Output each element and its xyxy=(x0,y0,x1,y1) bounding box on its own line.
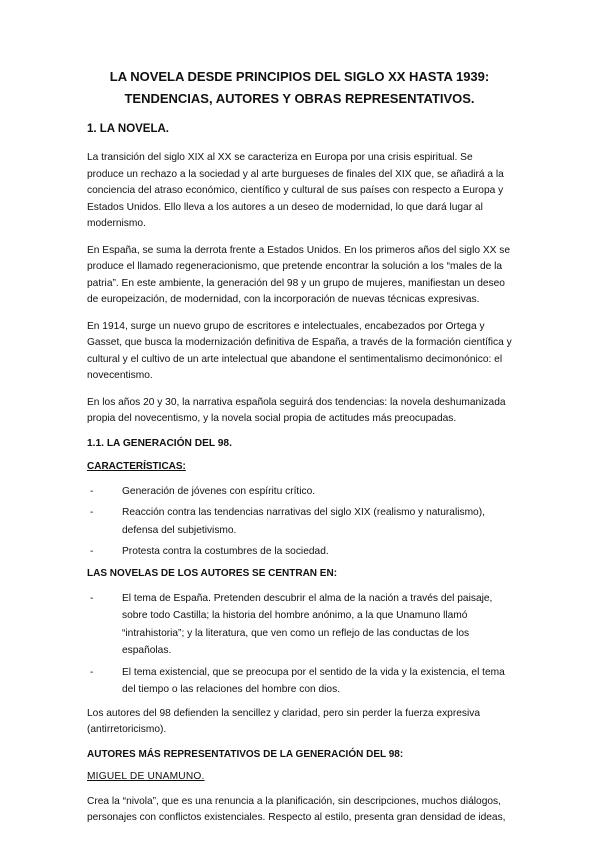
document-title: LA NOVELA DESDE PRINCIPIOS DEL SIGLO XX HASTA 1939: TENDENCIAS, AUTORES Y OBRAS REPRESENTATIVOS. xyxy=(109,69,490,106)
list-item-text: Generación de jóvenes con espíritu crítico. xyxy=(122,485,316,497)
list-item-text: El tema de España. Pretenden descubrir el alma de la nación a través del paisaje, sobre todo Castilla; la historia del hombre anónimo, a la que Unamuno llamó “intrahistoria”; y la literatura, que ven como un reflejo de las conductas de los españolas. xyxy=(122,592,493,656)
dash-bullet: - xyxy=(90,592,94,604)
caracteristicas-heading: CARACTERÍSTICAS: xyxy=(87,460,186,472)
list-item-text: Protesta contra la costumbres de la sociedad. xyxy=(122,546,329,557)
paragraph: Crea la “nivola”, que es una renuncia a la planificación, sin descripciones, muchos diálogos, personajes con conflictos existenciales. Respecto al estilo, presenta gran densidad de ideas, xyxy=(87,795,506,823)
dash-bullet: - xyxy=(90,546,94,557)
paragraph: Los autores del 98 defienden la sencillez y claridad, pero sin perder la fuerza expresiva (antirretoricismo). xyxy=(87,707,481,735)
novelas-list xyxy=(87,590,512,699)
dash-bullet: - xyxy=(90,485,94,497)
autores-heading: AUTORES MÁS REPRESENTATIVOS DE LA GENERACIÓN DEL 98: xyxy=(87,748,404,760)
section-heading-novela: 1. LA NOVELA. xyxy=(87,123,169,135)
paragraph: En España, se suma la derrota frente a Estados Unidos. En los primeros años del siglo XX se produce el llamado regeneracionismo, que pretende encontrar la solución a los “males de la patria”. En este ambiente, la generación del 98 y un grupo de mujeres, manifiestan un deseo de europeización, de modernidad, con la incorporación de nuevas técnicas expresivas. xyxy=(87,244,511,305)
paragraph: En 1914, surge un nuevo grupo de escritores e intelectuales, encabezados por Ortega y Gasset, que busca la modernización definitiva de España, a través de la formación científica y cultural y el cultivo de un arte intelectual que abandone el sentimentalismo decimonónico: el novecentismo. xyxy=(87,320,512,381)
paragraph: En los años 20 y 30, la narrativa española seguirá dos tendencias: la novela deshumanizada propia del novecentismo, y la novela social propia de actitudes más preocupadas. xyxy=(87,396,506,424)
novelas-heading: LAS NOVELAS DE LOS AUTORES SE CENTRAN EN: xyxy=(87,567,338,579)
list-item xyxy=(87,504,512,539)
dash-bullet: - xyxy=(90,666,94,678)
list-item xyxy=(87,543,512,561)
paragraph: La transición del siglo XIX al XX se caracteriza en Europa por una crisis espiritual. Se produce un rechazo a la sociedad y al arte burgueses de finales del XIX que, se añadirá a la conciencia del atraso económico, científico y cultural de sus países con respecto a Europa y Estados Unidos. Ello lleva a los autores a un deseo de modernidad, lo que dará lugar al modernismo. xyxy=(87,152,504,229)
dash-bullet: - xyxy=(90,507,94,518)
list-item xyxy=(87,590,512,660)
list-item xyxy=(87,483,512,501)
caracteristicas-list xyxy=(87,483,512,561)
list-item-text: Reacción contra las tendencias narrativas del siglo XIX (realismo y naturalismo), defensa del subjetivismo. xyxy=(122,507,485,536)
list-item xyxy=(87,664,512,699)
author-name-unamuno: MIGUEL DE UNAMUNO. xyxy=(87,770,205,782)
section-heading-generacion-98: 1.1. LA GENERACIÓN DEL 98. xyxy=(87,437,232,449)
list-item-text: El tema existencial, que se preocupa por el sentido de la vida y la existencia, el tema del tiempo o las relaciones del hombre con dios. xyxy=(122,666,505,695)
